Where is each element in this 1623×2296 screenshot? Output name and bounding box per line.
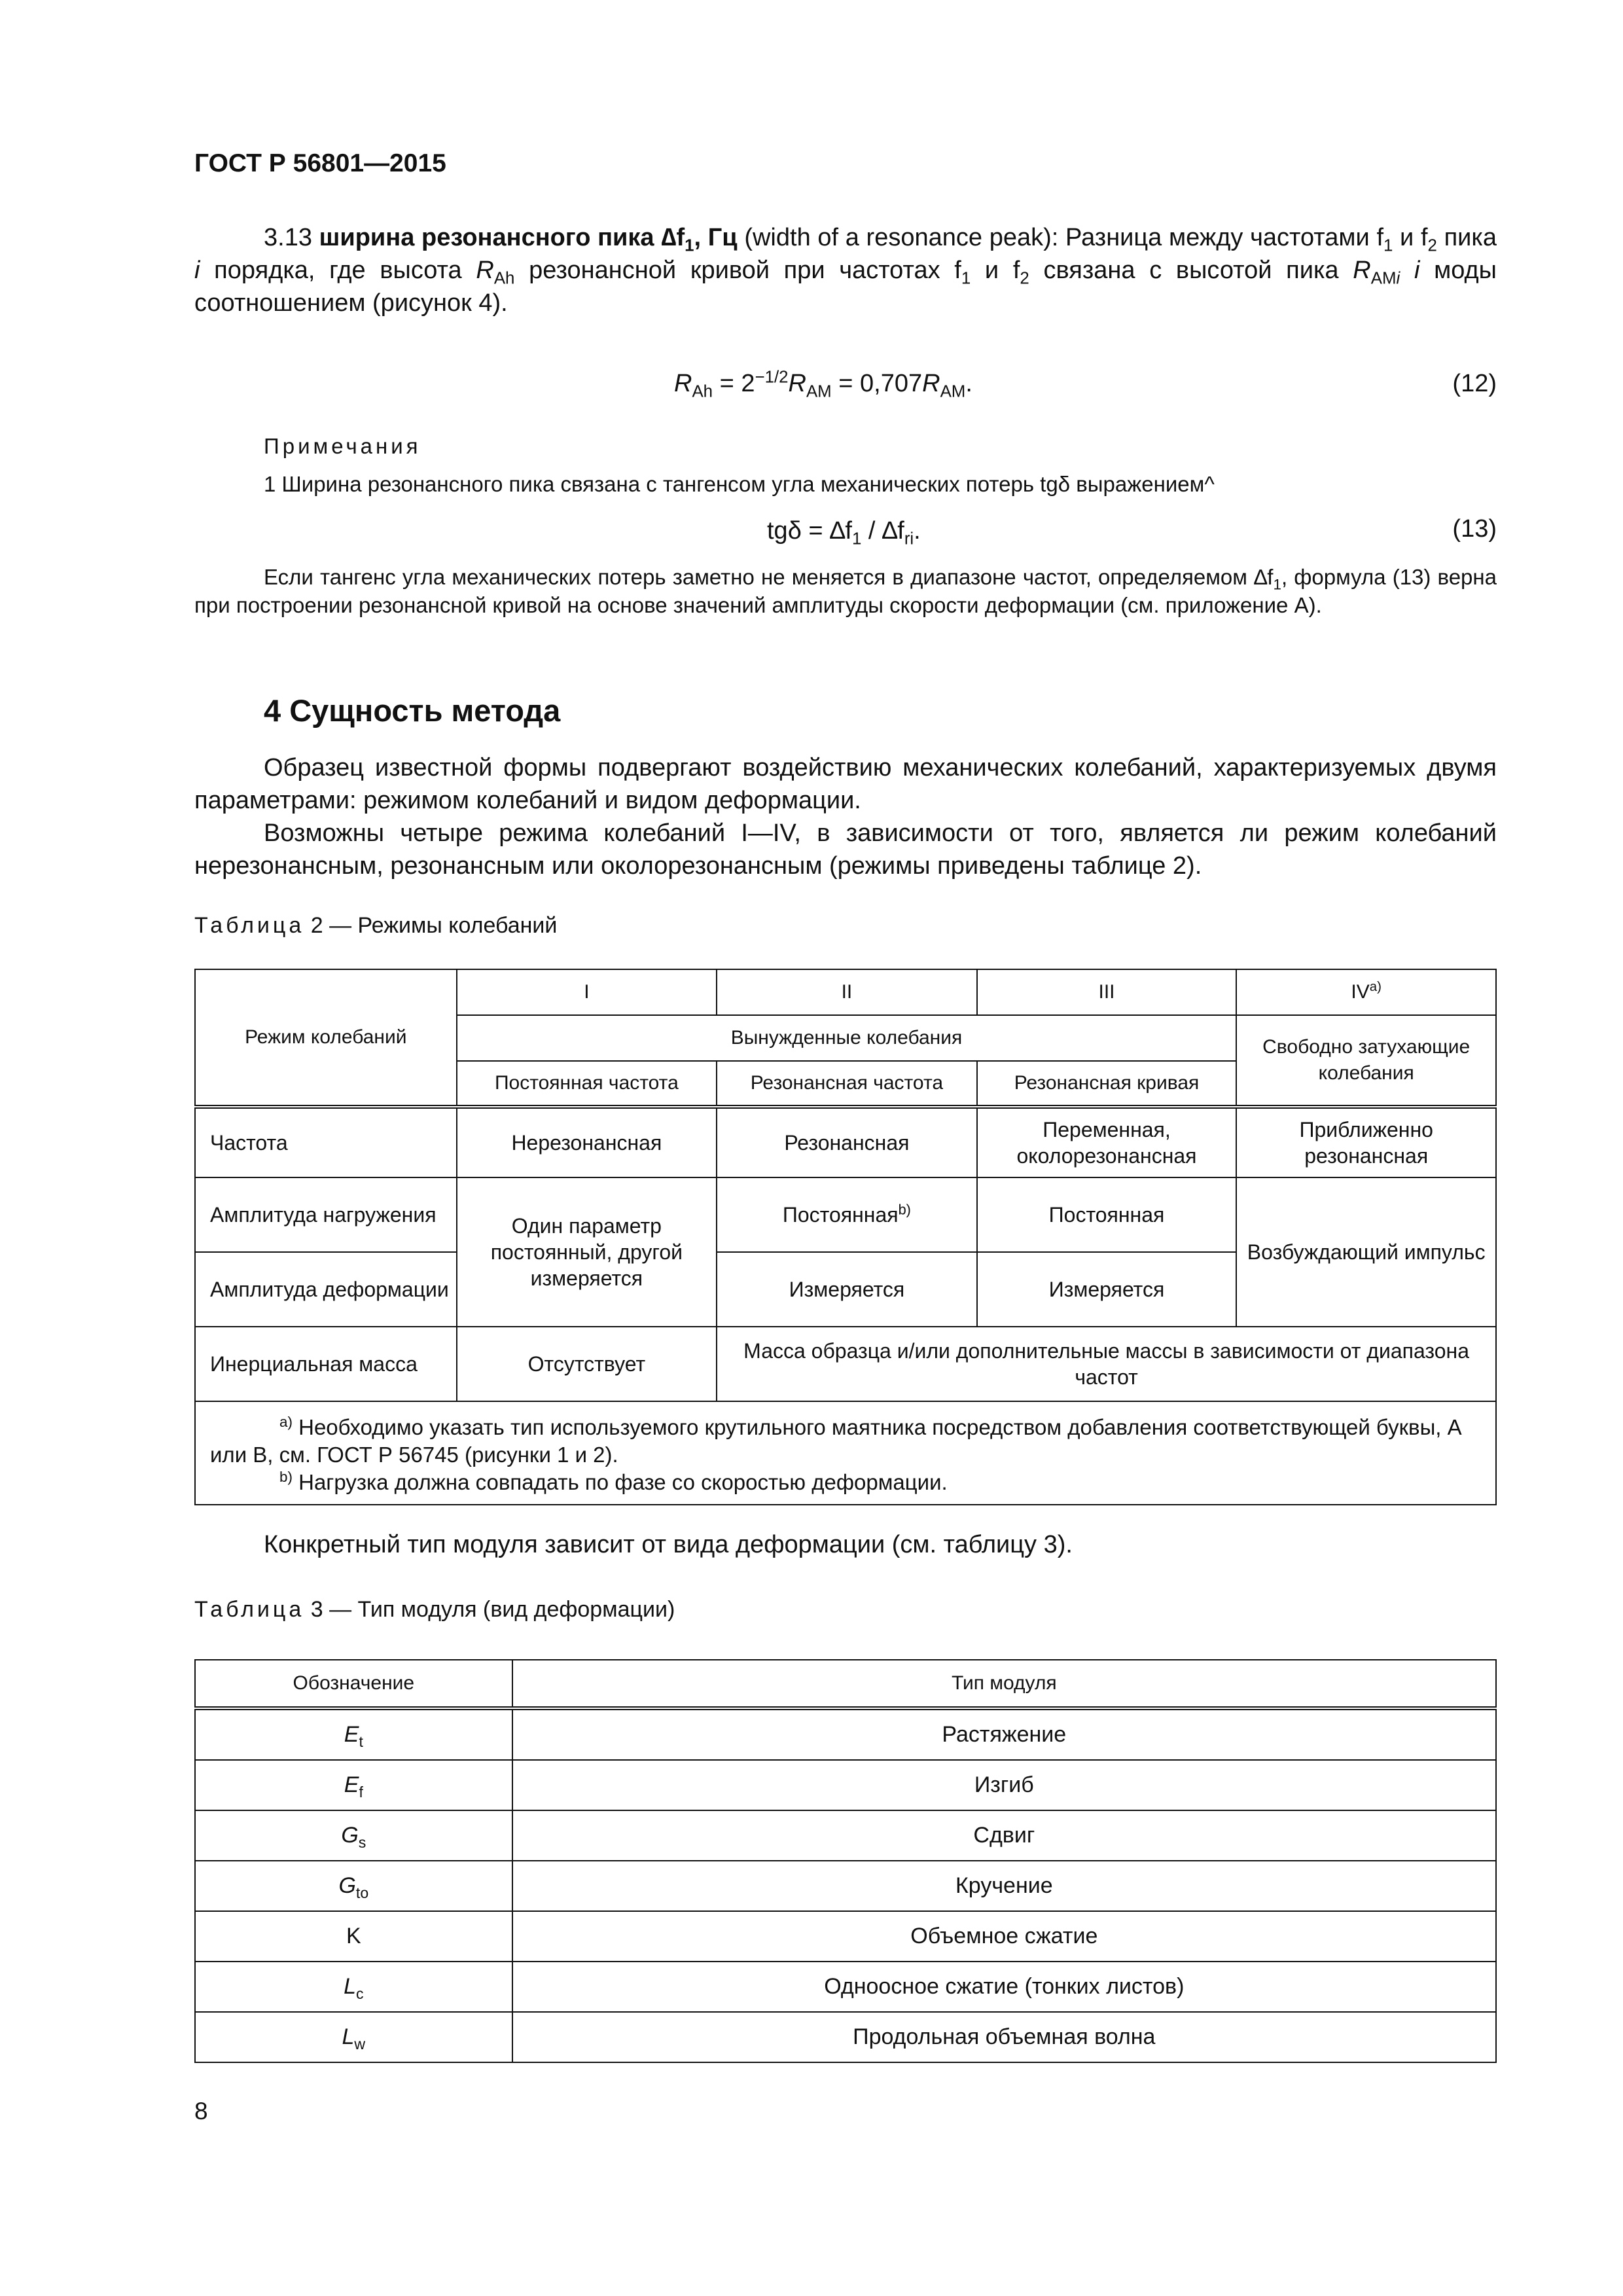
type-cell: Объемное сжатие [512, 1911, 1496, 1962]
table-2-oscillation-modes [194, 969, 1497, 1505]
cell: Измеряется [717, 1252, 976, 1327]
note-1: 1 Ширина резонансного пика связана с тангенсом угла механических потерь tgδ выражением^ [264, 472, 1215, 496]
row-label-load-amplitude: Амплитуда нагружения [195, 1177, 457, 1252]
table-3-caption: Таблица 3 — Тип модуля (вид деформации) [194, 1597, 675, 1622]
table-row [195, 1327, 1496, 1401]
symbol-cell: $G_s$ [195, 1810, 512, 1861]
table-row [195, 1401, 1496, 1505]
table-row [195, 1708, 1496, 1760]
header-res-curve: Резонансная кривая [977, 1061, 1237, 1107]
notes-heading: Примечания [264, 434, 421, 458]
header-symbol: Обозначение [195, 1660, 512, 1708]
cell: Масса образца и/или дополнительные массы в зависимости от диапазона частот [717, 1327, 1496, 1401]
header-type: Тип модуля [512, 1660, 1496, 1708]
clause-number: 3.13 [264, 224, 312, 251]
table-2-footnotes [195, 1401, 1496, 1505]
header-col-III: III [977, 969, 1237, 1015]
symbol-cell: $L_w$ [195, 2012, 512, 2062]
table-row [195, 1810, 1496, 1861]
cell: Постоянная [977, 1177, 1237, 1252]
section-4-paragraph-2: Возможны четыре режима колебаний I—IV, в зависимости от того, является ли режим колебаний нерезонансным, резонансным или околорезонансным (режимы приведены таблице 2). [194, 819, 1497, 880]
type-cell: Сдвиг [512, 1810, 1496, 1861]
row-label-inertial-mass: Инерциальная масса [195, 1327, 457, 1401]
table-row [195, 1911, 1496, 1962]
header-res-freq: Резонансная частота [717, 1061, 976, 1107]
cell: Переменная, околорезонансная [977, 1107, 1237, 1177]
module-type-text: Конкретный тип модуля зависит от вида деформации (см. таблицу 3). [264, 1531, 1073, 1558]
cell: Нерезонансная [457, 1107, 717, 1177]
cell: Приближенно резонансная [1236, 1107, 1496, 1177]
row-label-frequency: Частота [195, 1107, 457, 1177]
term-name: ширина резонансного пика $\Delta f_1$, Гц [319, 224, 738, 255]
clause-3-13: 3.13 ширина резонансного пика $\Delta f_1$, Гц (width of a resonance peak): Разница между частотами $f_1$ и $f_2$ пика i порядка, где высота $R_{Ah}$ резонансной кривой при частотах $f_1$ и $f_2$ связана с высотой пика $R_{AMi}$ i моды соотношением (рисунок 4). [194, 224, 1497, 317]
cell: Постоянная$^{b)}$ [717, 1177, 976, 1252]
table-row [195, 1177, 1496, 1252]
type-cell: Одноосное сжатие (тонких листов) [512, 1962, 1496, 2012]
header-free: Свободно затухающие колебания [1236, 1015, 1496, 1107]
symbol-cell: $L_c$ [195, 1962, 512, 2012]
table-row [195, 1107, 1496, 1177]
type-cell: Кручение [512, 1861, 1496, 1911]
header-mode: Режим колебаний [195, 969, 457, 1107]
header-col-IV: IV$^{a)}$ [1236, 969, 1496, 1015]
symbol-cell: $E_f$ [195, 1760, 512, 1810]
type-cell: Продольная объемная волна [512, 2012, 1496, 2062]
table-row [195, 2012, 1496, 2062]
cell: Один параметр постоянный, другой измеряется [457, 1177, 717, 1327]
table-row [195, 1660, 1496, 1708]
symbol-cell: $G_{to}$ [195, 1861, 512, 1911]
footnote-a: $^{a)}$ Необходимо указать тип используемого крутильного маятника посредством добавления соответствующей буквы, А или В, см. ГОСТ Р 56745 (рисунки 1 и 2). [210, 1414, 1462, 1467]
page-number: 8 [194, 2098, 208, 2125]
section-4-paragraph-1: Образец известной формы подвергают воздействию механических колебаний, характеризуемых двумя параметрами: режимом колебаний и видом деформации. [194, 754, 1497, 814]
type-cell: Растяжение [512, 1708, 1496, 1760]
note-1-continuation: Если тангенс угла механических потерь заметно не меняется в диапазоне частот, определяемом $\Delta f_1$, формула (13) верна при построении резонансной кривой на основе значений амплитуды скорости деформации (см. приложение А). [194, 565, 1497, 617]
equation-12: $R_{Ah} = 2^{-1/2}R_{AM} = 0,707R_{AM}$. [674, 368, 972, 401]
header-col-I: I [457, 969, 717, 1015]
table-2-caption: Таблица 2 — Режимы колебаний [194, 913, 558, 938]
table-row [195, 1861, 1496, 1911]
header-forced: Вынужденные колебания [457, 1015, 1237, 1061]
footnote-b: $^{b)}$ Нагрузка должна совпадать по фазе со скоростью деформации. [279, 1469, 948, 1494]
symbol-cell: $E_t$ [195, 1708, 512, 1760]
table-row [195, 969, 1496, 1015]
document-code-header: ГОСТ Р 56801—2015 [194, 149, 446, 177]
row-label-deformation-amplitude: Амплитуда деформации [195, 1252, 457, 1327]
equation-number-12: (12) [1452, 370, 1497, 397]
table-row [195, 1760, 1496, 1810]
equation-13: $tg\delta = \Delta f_1 / \Delta f_{ri}$. [767, 517, 921, 548]
equation-number-13: (13) [1452, 515, 1497, 543]
section-4-title: 4 Сущность метода [264, 693, 561, 728]
cell: Резонансная [717, 1107, 976, 1177]
header-col-II: II [717, 969, 976, 1015]
cell: Возбуждающий импульс [1236, 1177, 1496, 1327]
type-cell: Изгиб [512, 1760, 1496, 1810]
cell: Отсутствует [457, 1327, 717, 1401]
table-row [195, 1962, 1496, 2012]
header-const-freq: Постоянная частота [457, 1061, 717, 1107]
cell: Измеряется [977, 1252, 1237, 1327]
symbol-cell: K [195, 1911, 512, 1962]
table-3-module-types [194, 1659, 1497, 2063]
